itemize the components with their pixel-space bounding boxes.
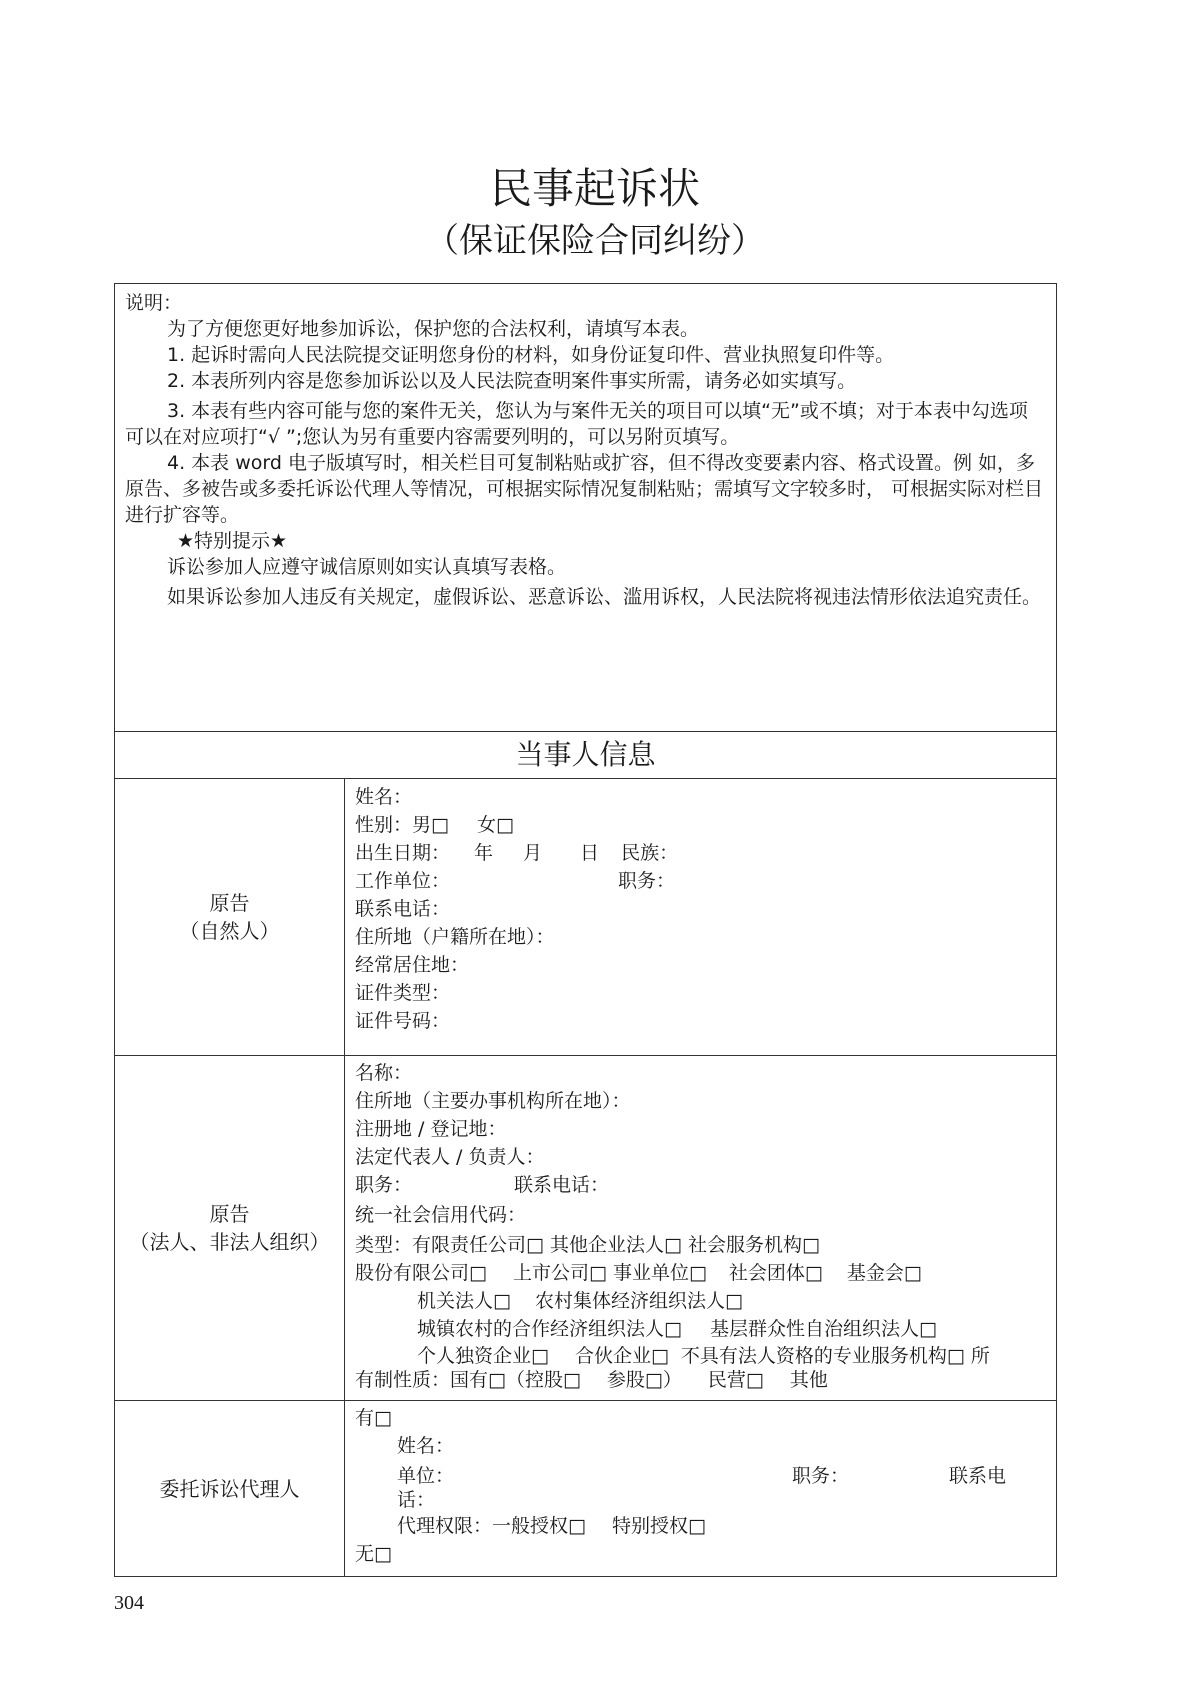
- agent-has-checkbox[interactable]: 有□: [355, 1407, 392, 1429]
- month-label: 月: [523, 842, 543, 864]
- ownership-option[interactable]: 参股□）: [606, 1369, 682, 1391]
- instructions-block: [115, 284, 1056, 731]
- org-type-option[interactable]: 上市公司□ 事业单位□: [512, 1262, 707, 1284]
- credit-code-field[interactable]: 统一社会信用代码：: [355, 1204, 527, 1226]
- plaintiff-natural-fields: [345, 783, 1056, 1035]
- id-number-field[interactable]: 证件号码：: [355, 1010, 451, 1032]
- agent-label: 委托诉讼代理人: [159, 1476, 300, 1501]
- agent-unit-field[interactable]: [355, 1462, 1048, 1490]
- org-domicile-field[interactable]: 住所地（主要办事机构所在地）：: [355, 1090, 631, 1112]
- ownership-option[interactable]: 其他: [789, 1369, 828, 1391]
- org-type-option[interactable]: 基层群众性自治组织法人□: [709, 1318, 937, 1340]
- position-label: 职务：: [355, 1174, 413, 1196]
- id-type-field[interactable]: 证件类型：: [355, 982, 451, 1004]
- phone-field[interactable]: 联系电话：: [355, 898, 451, 920]
- org-type-option[interactable]: 社会团体□: [728, 1262, 823, 1284]
- instruction-line: 2. 本表所列内容是您参加诉讼以及人民法院查明案件事实所需，请务必如实填写。: [167, 370, 857, 392]
- employer-field[interactable]: [355, 867, 1048, 895]
- agent-unit-label: 单位：: [397, 1465, 455, 1487]
- page-title: 民事起诉状: [489, 164, 700, 213]
- ownership-option[interactable]: 民营□: [707, 1369, 764, 1391]
- instruction-line: 1. 起诉时需向人民法院提交证明您身份的材料，如身份证复印件、营业执照复印件等。: [167, 344, 895, 366]
- birth-field[interactable]: [355, 839, 1048, 867]
- org-type-line[interactable]: [355, 1287, 1048, 1315]
- gender-field: [355, 811, 1048, 839]
- agent-none-checkbox[interactable]: 无□: [355, 1543, 392, 1565]
- day-label: 日: [580, 842, 600, 864]
- agent-fields: [345, 1404, 1056, 1568]
- gender-male-checkbox[interactable]: 性别：男□: [355, 814, 449, 836]
- complaint-form-table: [114, 283, 1057, 1577]
- employer-label: 工作单位：: [355, 870, 451, 892]
- page-number: 304: [114, 1592, 144, 1614]
- position-phone-field[interactable]: [355, 1171, 1048, 1199]
- org-type-option[interactable]: 农村集体经济组织法人□: [534, 1290, 743, 1312]
- residence-field[interactable]: 经常居住地：: [355, 954, 470, 976]
- org-type-option[interactable]: 机关法人□: [417, 1290, 511, 1312]
- registration-field[interactable]: 注册地 / 登记地：: [355, 1118, 507, 1140]
- instruction-line: 3. 本表有些内容可能与您的案件无关，您认为与案件无关的项目可以填“无”或不填；对于本表中勾选项可以在对应项打“√ ”;您认为另有重要内容需要列明的，可以另附页填写。: [125, 400, 1028, 448]
- position-label: 职务：: [618, 870, 676, 892]
- org-type-line[interactable]: [355, 1343, 1048, 1369]
- year-label: 年: [474, 842, 494, 864]
- plaintiff-legal-label: [115, 1056, 344, 1400]
- domicile-field[interactable]: 住所地（户籍所在地）：: [355, 926, 555, 948]
- org-type-line[interactable]: 类型：有限责任公司□ 其他企业法人□ 社会服务机构□: [355, 1234, 820, 1256]
- plaintiff-type-label: （法人、非法人组织）: [129, 1230, 330, 1254]
- agent-authority-field[interactable]: [355, 1512, 1048, 1540]
- page-subtitle: （保证保险合同纠纷）: [425, 221, 765, 261]
- name-field[interactable]: 姓名：: [355, 786, 413, 808]
- org-type-option[interactable]: 合伙企业□: [574, 1345, 669, 1367]
- instruction-line: 4. 本表 word 电子版填写时，相关栏目可复制粘贴或扩容，但不得改变要素内容、格式设置。例 如，多原告、多被告或多委托诉讼代理人等情况，可根据实际情况复制粘贴；需填写文字较多时， 可根据实际对栏目进行扩容等。: [125, 452, 1044, 526]
- section-title: 当事人信息: [515, 738, 656, 771]
- org-type-option[interactable]: 基金会□: [846, 1262, 922, 1284]
- agent-position-label: 职务：: [792, 1465, 850, 1487]
- special-notice-line: 诉讼参加人应遵守诚信原则如实认真填写表格。: [167, 556, 567, 578]
- special-notice-heading: ★特别提示★: [177, 530, 288, 552]
- ownership-option[interactable]: 有制性质：国有□（控股□: [355, 1369, 581, 1391]
- org-type-option[interactable]: 城镇农村的合作经济组织法人□: [417, 1318, 682, 1340]
- org-type-line[interactable]: [355, 1315, 1048, 1343]
- agent-phone-wrap: 话：: [397, 1489, 436, 1511]
- phone-label: 联系电话：: [514, 1174, 610, 1196]
- agent-phone-label: 联系电: [949, 1465, 1007, 1487]
- plaintiff-label: 原告: [209, 891, 250, 915]
- plaintiff-natural-label: [115, 779, 344, 1055]
- special-notice-line: 如果诉讼参加人违反有关规定，虚假诉讼、恶意诉讼、滥用诉权，人民法院将视违法情形依法追究责任。: [167, 586, 1042, 608]
- gender-female-checkbox[interactable]: 女□: [476, 814, 514, 836]
- plaintiff-label: 原告: [209, 1202, 250, 1226]
- general-authority-checkbox[interactable]: 代理权限：一般授权□: [397, 1515, 586, 1537]
- plaintiff-legal-fields: [345, 1059, 1056, 1391]
- instructions-heading: 说明：: [125, 292, 183, 314]
- agent-name-field[interactable]: 姓名：: [397, 1435, 455, 1457]
- representative-field[interactable]: 法定代表人 / 负责人：: [355, 1146, 545, 1168]
- birth-label: 出生日期：: [355, 842, 451, 864]
- plaintiff-type-label: （自然人）: [179, 919, 280, 943]
- org-type-option[interactable]: 股份有限公司□: [355, 1262, 487, 1284]
- ethnicity-label: 民族：: [621, 842, 679, 864]
- instruction-line: 为了方便您更好地参加诉讼，保护您的合法权利，请填写本表。: [167, 318, 700, 340]
- special-authority-checkbox[interactable]: 特别授权□: [611, 1515, 706, 1537]
- org-name-field[interactable]: 名称：: [355, 1062, 413, 1084]
- agent-label-cell: [115, 1401, 344, 1576]
- org-type-option[interactable]: 个人独资企业□: [417, 1345, 549, 1367]
- org-type-line[interactable]: [355, 1259, 1048, 1287]
- ownership-line[interactable]: [355, 1369, 1048, 1391]
- org-type-option[interactable]: 不具有法人资格的专业服务机构□ 所: [680, 1345, 990, 1367]
